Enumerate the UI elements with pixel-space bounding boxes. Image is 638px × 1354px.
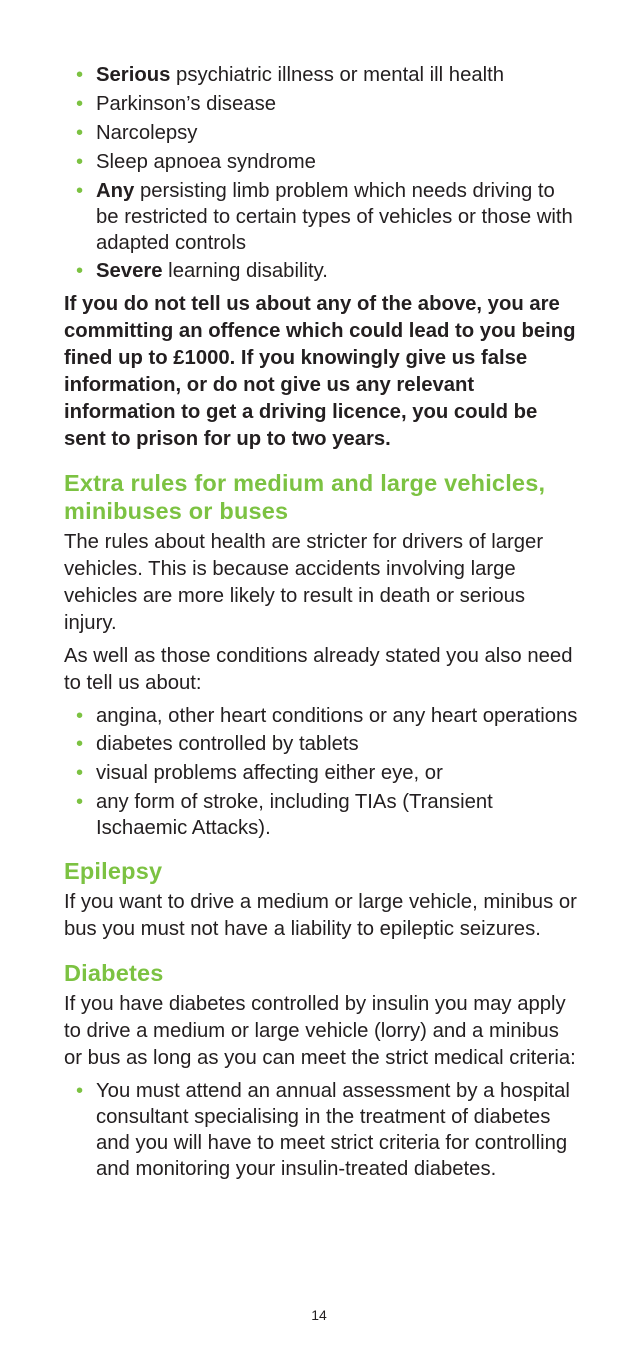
paragraph: The rules about health are stricter for drivers of larger vehicles. This is because accidents involving large vehicles are more likely to result in death or serious injury.	[64, 531, 544, 634]
diabetes-criteria-list	[64, 1078, 578, 1182]
bullet-text: angina, other heart conditions or any heart operations	[96, 705, 578, 727]
bullet-text: any form of stroke, including TIAs (Transient Ischaemic Attacks).	[96, 791, 493, 839]
list-item	[76, 178, 578, 256]
bullet-icon: •	[76, 791, 84, 813]
bullet-icon: •	[76, 705, 84, 727]
section-heading-extra-rules: Extra rules for medium and large vehicles, minibuses or buses	[64, 470, 546, 524]
list-item	[76, 703, 578, 729]
bullet-lead: Serious	[96, 64, 171, 86]
list-item	[76, 789, 578, 841]
bullet-text: Narcolepsy	[96, 122, 198, 144]
bullet-text: Parkinson’s disease	[96, 93, 277, 115]
offence-warning: If you do not tell us about any of the above, you are committing an offence which could lead to you being fined up to £1000. If you knowingly give us false information, or do not give us any relevant information to get a driving licence, you could be sent to prison for up to two years.	[64, 293, 576, 450]
bullet-icon: •	[76, 733, 84, 755]
bullet-icon: •	[76, 93, 84, 115]
bullet-text: learning disability.	[162, 260, 328, 282]
list-item	[76, 120, 578, 147]
conditions-list	[64, 62, 578, 285]
bullet-icon: •	[76, 260, 84, 282]
list-item	[76, 1078, 578, 1182]
bullet-text: diabetes controlled by tablets	[96, 733, 359, 755]
list-item	[76, 760, 578, 787]
bullet-icon: •	[76, 762, 84, 784]
bullet-text: psychiatric illness or mental ill health	[170, 64, 505, 86]
extra-conditions-list	[64, 703, 578, 841]
list-item	[76, 731, 578, 758]
list-item	[76, 62, 578, 89]
bullet-lead: Severe	[96, 260, 163, 282]
list-item	[76, 149, 578, 176]
bullet-icon: •	[76, 122, 84, 144]
bullet-text: Sleep apnoea syndrome	[96, 151, 316, 173]
bullet-icon: •	[76, 64, 84, 86]
list-item	[76, 258, 578, 285]
paragraph: If you have diabetes controlled by insulin you may apply to drive a medium or large vehicle (lorry) and a minibus or bus as long as you can meet the strict medical criteria:	[64, 993, 576, 1069]
bullet-lead: Any	[96, 180, 135, 202]
bullet-icon: •	[76, 151, 84, 173]
paragraph: If you want to drive a medium or large vehicle, minibus or bus you must not have a liability to epileptic seizures.	[64, 891, 577, 940]
paragraph: As well as those conditions already stated you also need to tell us about:	[64, 645, 573, 694]
section-heading-epilepsy: Epilepsy	[64, 858, 163, 884]
section-heading-diabetes: Diabetes	[64, 960, 164, 986]
bullet-text: visual problems affecting either eye, or	[96, 762, 443, 784]
list-item	[76, 91, 578, 118]
bullet-text: persisting limb problem which needs driving to be restricted to certain types of vehicles or those with adapted controls	[96, 180, 573, 254]
bullet-text: You must attend an annual assessment by a hospital consultant specialising in the treatment of diabetes and you will have to meet strict criteria for controlling and monitoring your insulin-treated diabetes.	[96, 1080, 570, 1180]
bullet-icon: •	[76, 1080, 84, 1102]
page-number: 14	[311, 1307, 327, 1323]
bullet-icon: •	[76, 180, 84, 202]
